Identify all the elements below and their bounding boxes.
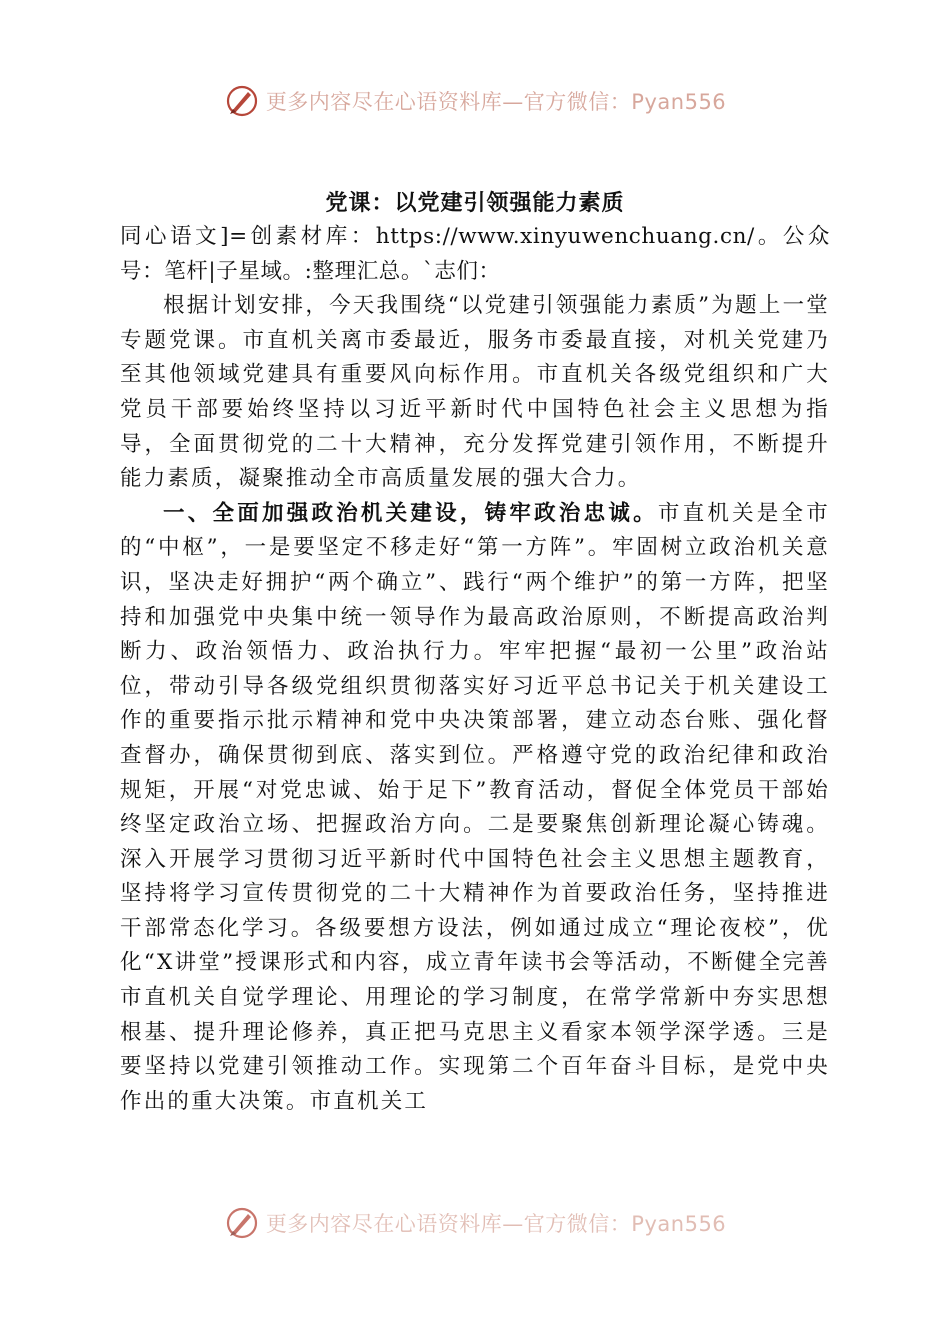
section-1-paragraph [120, 497, 830, 1120]
intro-paragraph: 根据计划安排，今天我围绕“以党建引领强能力素质”为题上一堂专题党课。市直机关离市委最近，服务市委最直接，对机关党建乃至其他领域党建具有重要风向标作用。市直机关各级党组织和广大党员干部要始终坚持以习近平新时代中国特色社会主义思想为指导，全面贯彻党的二十大精神，充分发挥党建引领作用，不断提升能力素质，凝聚推动全市高质量发展的强大合力。 [120, 293, 830, 492]
source-line: 同心语文]=创素材库：https://www.xinyuwenchuang.cn/。公众号：笔杆|子星域。:整理汇总。`志们： [120, 224, 830, 284]
pen-logo-icon [224, 83, 260, 119]
section-1-body: 市直机关是全市的“中枢”，一是要坚定不移走好“第一方阵”。牢固树立政治机关意识，坚决走好拥护“两个确立”、践行“两个维护”的第一方阵，把坚持和加强党中央集中统一领导作为最高政治原则，不断提高政治判断力、政治领悟力、政治执行力。牢牢把握“最初一公里”政治站位，带动引导各级党组织贯彻落实好习近平总书记关于机关建设工作的重要指示批示精神和党中央决策部署，建立动态台账、强化督查督办，确保贯彻到底、落实到位。严格遵守党的政治纪律和政治规矩，开展“对党忠诚、始于足下”教育活动，督促全体党员干部始终坚定政治立场、把握政治方向。二是要聚焦创新理论凝心铸魂。深入开展学习贯彻习近平新时代中国特色社会主义思想主题教育，坚持将学习宣传贯彻党的二十大精神作为首要政治任务，坚持推进干部常态化学习。各级要想方设法，例如通过成立“理论夜校”，优化“X讲堂”授课形式和内容，成立青年读书会等活动，不断健全完善市直机关自觉学理论、用理论的学习制度，在常学常新中夯实思想根基、提升理论修养，真正把马克思主义看家本领学深学透。三是要坚持以党建引领推动工作。实现第二个百年奋斗目标，是党中央作出的重大决策。市直机关工 [120, 500, 830, 1114]
header-watermark [0, 78, 950, 124]
document-title: 党课：以党建引领强能力素质 [325, 190, 625, 216]
document-page [120, 186, 830, 1119]
watermark-text: 更多内容尽在心语资料库—官方微信：Pyan556 [265, 1212, 727, 1236]
footer-watermark [0, 1200, 950, 1246]
watermark-text: 更多内容尽在心语资料库—官方微信：Pyan556 [265, 90, 727, 114]
section-1-heading: 一、全面加强政治机关建设，铸牢政治忠诚。 [163, 500, 658, 526]
pen-logo-icon [224, 1205, 260, 1241]
